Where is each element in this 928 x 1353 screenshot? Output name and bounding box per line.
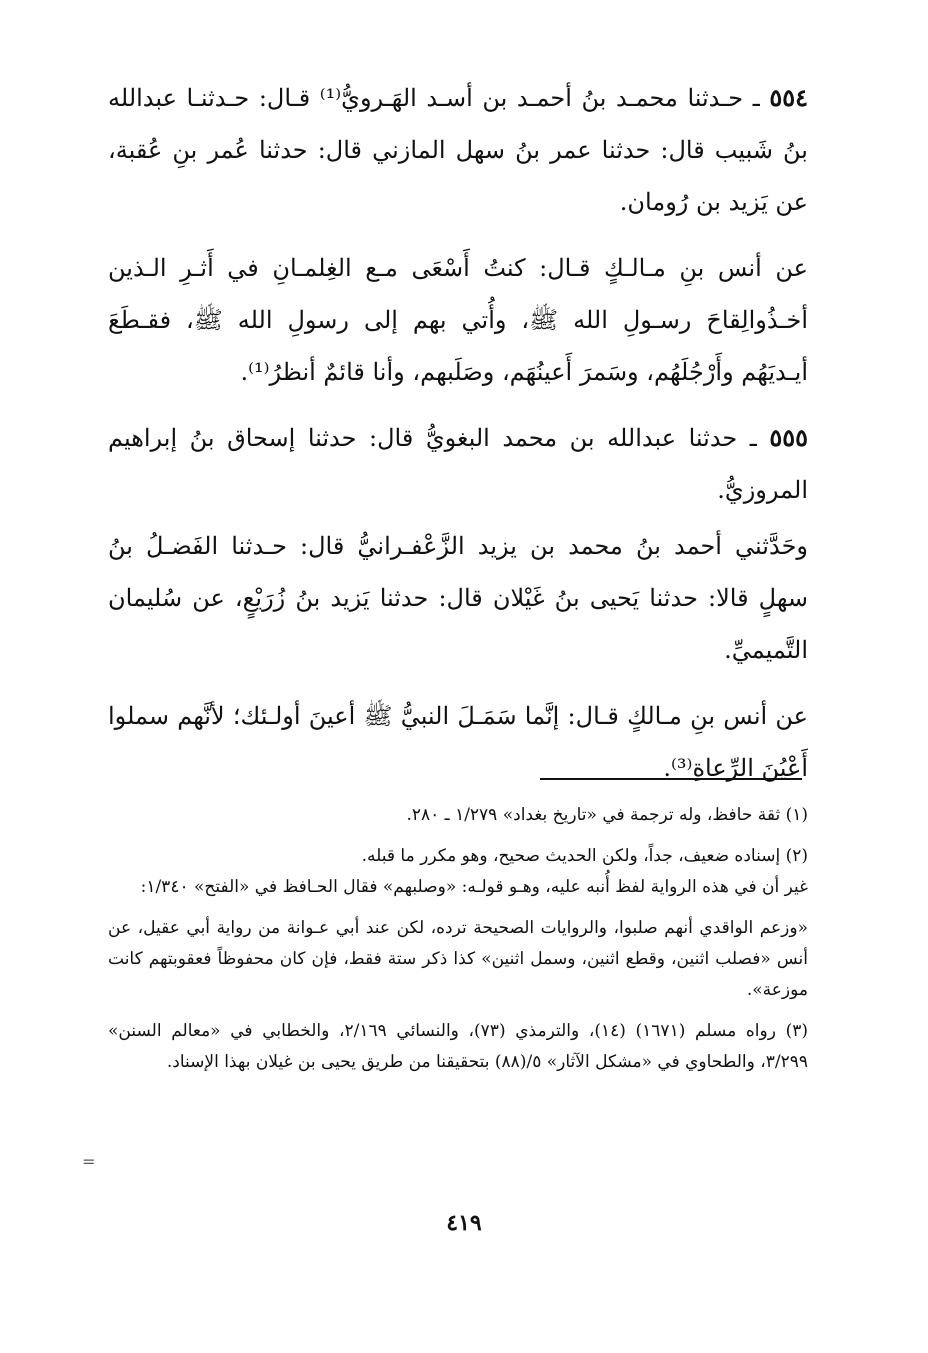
footnote-2-continuation: غير أن في هذه الرواية لفظ أُنبه عليه، وهـو قولـه: «وصلبهم» فقال الحـافظ في «الفتح» ١/٣٤٠: bbox=[140, 877, 808, 897]
footnote-2: (٢) إسناده ضعيف، جداً، ولكن الحديث صحيح، وهو مكرر ما قبله. bbox=[361, 846, 808, 866]
footnotes bbox=[108, 800, 808, 1078]
hadith-554-matn: عن أنس بنِ مـالـكٍ قـال: كنتُ أَسْعَى مـع الغِلمـانِ في أَثـرِ الـذين أخـذُوالِقاحَ رسـولِ الله ﷺ، وأُتي بهم إلى رسولِ الله ﷺ، فقـطَعَ أيـديَهُم وأَرْجُلَهُم، وسَمرَ أَعينُهَم، وصَلَبهم، وأنا قائمٌ أنظرُ⁽¹⁾. bbox=[108, 254, 808, 386]
margin-mark: = bbox=[82, 1152, 96, 1171]
main-text bbox=[108, 72, 808, 794]
page-number: ٤١٩ bbox=[446, 1210, 482, 1236]
footnote-2-quotation: «وزعم الواقدي أنهم صلبوا، والروايات الصحيحة ترده، لكن عند أبي عـوانة من رواية أبي عقيل، عن أنس «فصلب اثنين، وقطع اثنين، وسمل اثنين» كذا ذكر ستة فقط، فإن كان محفوظاً فعقوبتهم كانت موزعة». bbox=[108, 918, 809, 1000]
hadith-555-isnad-second-chain: وحَدَّثني أحمد بنُ محمد بن يزيد الزَّعْفـرانيُّ قال: حـدثنا الفَضـلُ بنُ سهلٍ قالا: حدثنا يَحيى بنُ غَيْلان قال: حدثنا يَزيد بنُ زُرَيْعٍ، عن سُليمان التَّميميِّ. bbox=[108, 532, 808, 664]
footnote-separator bbox=[540, 778, 802, 780]
hadith-number: ٥٥٤ bbox=[769, 83, 808, 112]
hadith-554-isnad bbox=[108, 72, 808, 228]
footnote-3: (٣) رواه مسلم (١٦٧١) (١٤)، والترمذي (٧٣)، والنسائي ٢/١٦٩، والخطابي في «معالم السنن» ٣/٢٩٩، والطحاوي في «مشكل الآثار» ٥/(٨٨) بتحقيقنا من طريق يحيى بن غيلان بهذا الإسناد. bbox=[108, 1021, 808, 1072]
hadith-555-matn: عن أنس بنِ مـالكٍ قـال: إنَّما سَمَـلَ النبيُّ ﷺ أعينَ أولـئك؛ لأنَّهم سملوا أَعْيُنَ الرِّعاةِ⁽³⁾. bbox=[108, 702, 808, 782]
isnad-text: ـ حدثنا عبدالله بن محمد البغويُّ قال: حدثنا إسحاق بنُ إبراهيم المروزيُّ. bbox=[108, 424, 808, 504]
isnad-text: ـ حـدثنا محمـد بنُ أحمـد بن أسـد الهَـرويُّ⁽¹⁾ قـال: حـدثنـا عبدالله بنُ شَبيب قال: حدثنا عمر بنُ سهل المازني قال: حدثنا عُمر بنِ عُقبة، عن يَزيد بن رُومان. bbox=[108, 84, 808, 216]
hadith-555-isnad bbox=[108, 412, 808, 516]
hadith-number: ٥٥٥ bbox=[769, 423, 808, 452]
footnote-1: (١) ثقة حافظ، وله ترجمة في «تاريخ بغداد» ١/٢٧٩ ـ ٢٨٠. bbox=[406, 805, 808, 825]
